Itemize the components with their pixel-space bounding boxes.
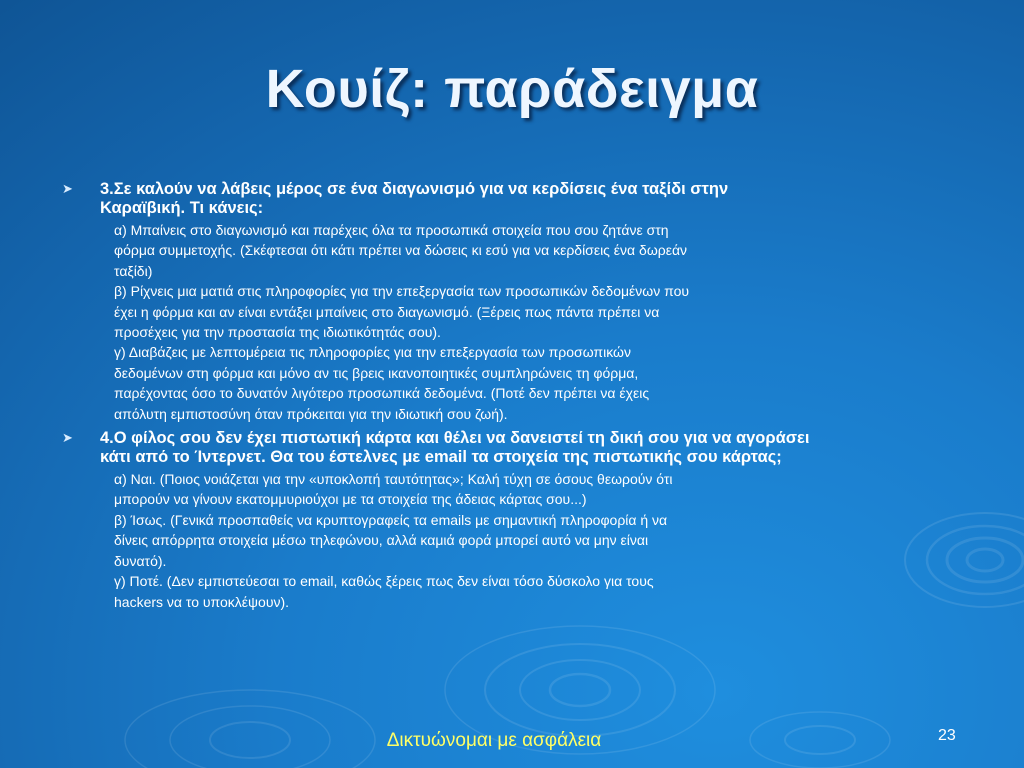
answer-line: δυνατό). xyxy=(114,552,167,569)
answer-line: δίνεις απόρρητα στοιχεία μέσω τηλεφώνου, αλλά καμιά φορά μπορεί αυτό να μην είναι xyxy=(114,532,649,549)
question-line: Καραϊβική. Τι κάνεις: xyxy=(100,199,264,217)
question-line: 3.Σε καλούν να λάβεις μέρος σε ένα διαγωνισμό για να κερδίσεις ένα ταξίδι στην xyxy=(100,180,729,198)
page-number: 23 xyxy=(938,727,956,744)
answer-options xyxy=(114,469,982,612)
question-3 xyxy=(62,180,982,424)
question-text xyxy=(100,429,982,467)
question-text xyxy=(100,180,982,218)
answer-line: γ) Ποτέ. (Δεν εμπιστεύεσαι το email, καθώς ξέρεις πως δεν είναι τόσο δύσκολο για τους xyxy=(114,573,654,590)
answer-line: hackers να το υποκλέψουν). xyxy=(114,593,290,610)
question-line: κάτι από το Ίντερνετ. Θα του έστελνες με email τα στοιχεία της πιστωτικής σου κάρτας; xyxy=(100,448,782,467)
answer-line: έχει η φόρμα και αν είναι εντάξει μπαίνεις στο διαγωνισμό. (Ξέρεις πως πάντα πρέπει να xyxy=(114,303,660,320)
question-4 xyxy=(62,429,982,612)
question-line: 4.Ο φίλος σου δεν έχει πιστωτική κάρτα και θέλει να δανειστεί τη δική σου για να αγοράσει xyxy=(100,429,810,448)
slide-content xyxy=(62,180,982,612)
answer-line: φόρμα συμμετοχής. (Σκέφτεσαι ότι κάτι πρέπει να δώσεις κι εσύ για να κερδίσεις ένα δωρεάν xyxy=(114,242,688,259)
answer-line: δεδομένων στη φόρμα και μόνο αν τις βρεις ικανοποιητικές συμπληρώνεις τη φόρμα, xyxy=(114,364,639,381)
answer-line: προσέχεις για την προστασία της ιδιωτικότητάς σου). xyxy=(114,324,441,341)
answer-options xyxy=(114,220,982,424)
arrowhead-bullet-icon: ➤ xyxy=(62,181,73,196)
answer-line: γ) Διαβάζεις με λεπτομέρεια τις πληροφορίες για την επεξεργασία των προσωπικών xyxy=(114,344,631,361)
answer-line: β) Ρίχνεις μια ματιά στις πληροφορίες για την επεξεργασία των προσωπικών δεδομένων που xyxy=(114,283,690,300)
answer-line: μπορούν να γίνουν εκατομμυριούχοι με τα στοιχεία της άδειας κάρτας σου...) xyxy=(114,491,587,508)
answer-line: β) Ίσως. (Γενικά προσπαθείς να κρυπτογραφείς τα emails με σημαντική πληροφορία ή να xyxy=(114,511,668,528)
answer-line: α) Ναι. (Ποιος νοιάζεται για την «υποκλοπή ταυτότητας»; Καλή τύχη σε όσους θεωρούν ότι xyxy=(114,471,673,488)
answer-line: ταξίδι) xyxy=(114,262,153,279)
answer-line: απόλυτη εμπιστοσύνη όταν πρόκειται για την ιδιωτική σου ζωή). xyxy=(114,405,508,422)
answer-line: παρέχοντας όσο το δυνατόν λιγότερο προσωπικά δεδομένα. (Ποτέ δεν πρέπει να έχεις xyxy=(114,385,650,402)
arrowhead-bullet-icon: ➤ xyxy=(62,430,73,446)
answer-line: α) Μπαίνεις στο διαγωνισμό και παρέχεις όλα τα προσωπικά στοιχεία που σου ζητάνε στη xyxy=(114,222,669,238)
slide-footer: Δικτυώνομαι με ασφάλεια xyxy=(386,730,602,751)
slide-title: Κουίζ: παράδειγμα xyxy=(265,59,759,119)
